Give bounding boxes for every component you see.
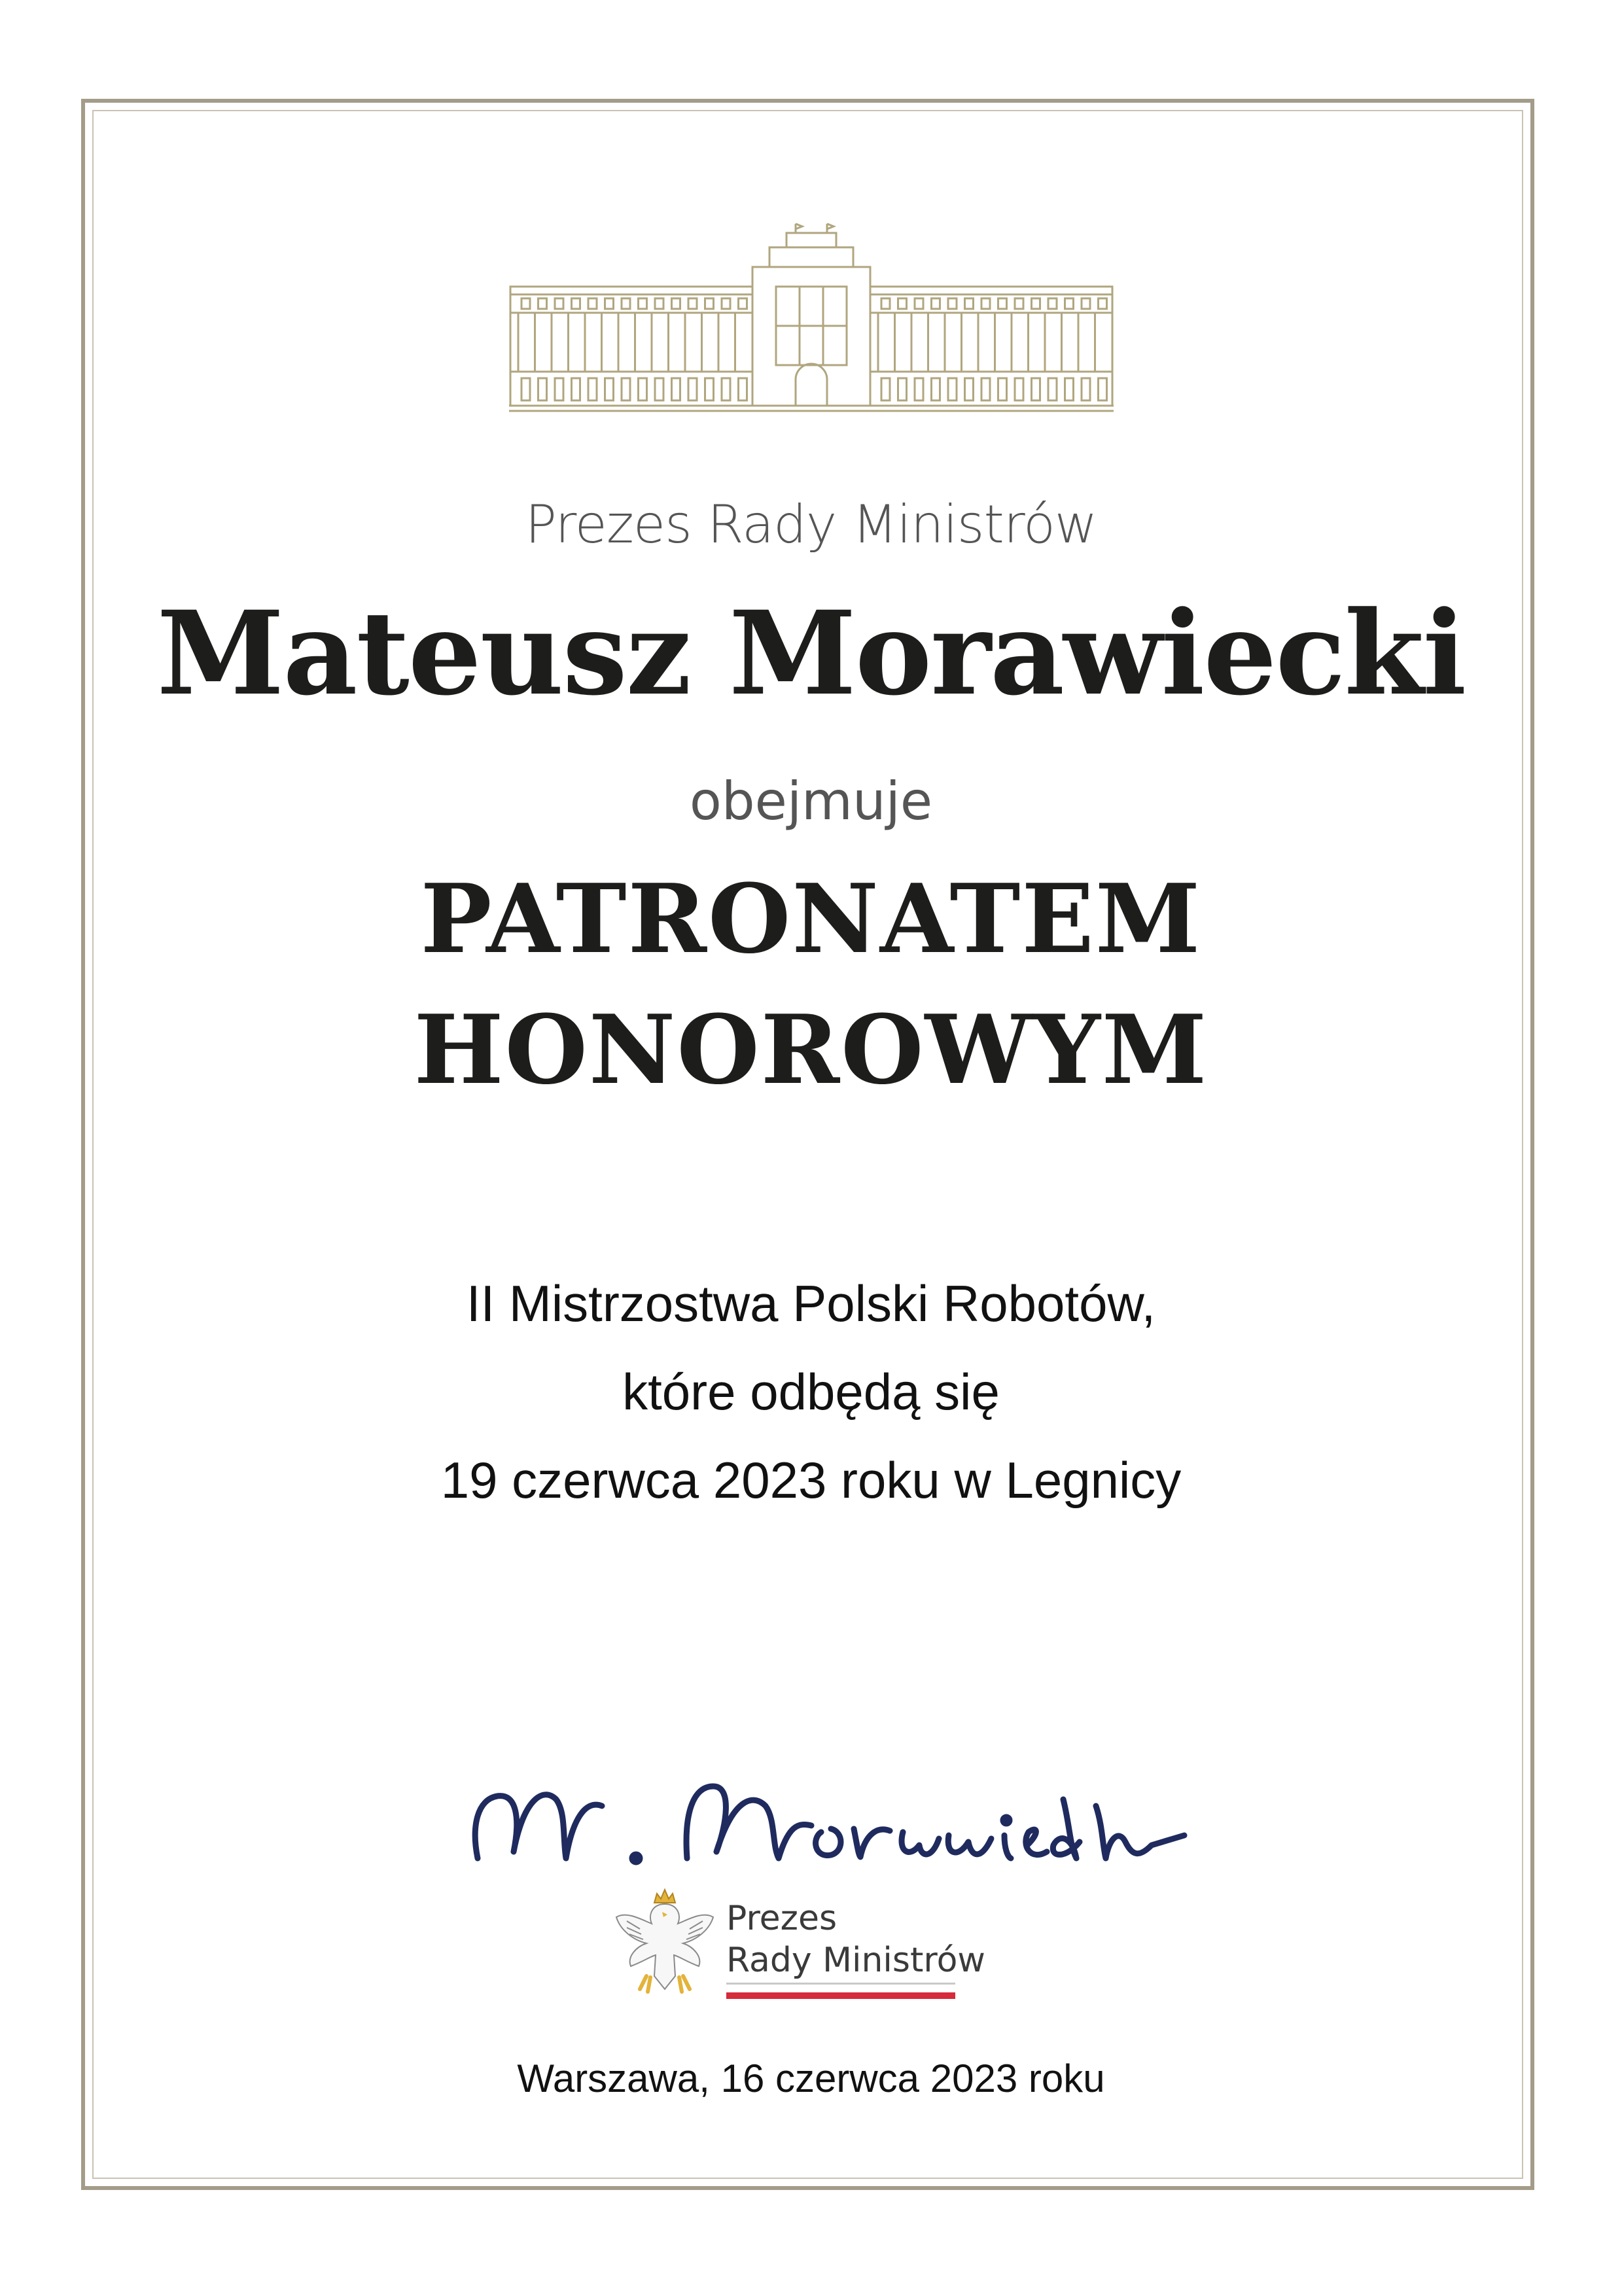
patronage-line-1: PATRONATEM — [420, 864, 1202, 975]
patronage-heading — [0, 854, 1622, 1116]
white-eagle-emblem-icon — [607, 1884, 722, 2000]
seal-divider-grey — [726, 1983, 955, 1985]
seal-caption-line-1: Prezes — [726, 1899, 837, 1938]
place-and-date: Warszawa, 16 czerwca 2023 roku — [517, 2057, 1105, 2100]
event-line-1: II Mistrzostwa Polski Robotów, — [466, 1275, 1156, 1332]
patronage-verb: obejmuje — [689, 771, 933, 832]
seal-caption — [726, 1898, 985, 1981]
event-line-2: które odbędą się — [622, 1363, 1000, 1421]
event-description — [0, 1260, 1622, 1525]
handwritten-signature — [458, 1760, 1204, 1871]
seal-caption-line-2: Rady Ministrów — [726, 1941, 985, 1980]
seal-divider-red — [726, 1992, 955, 1999]
office-title: Prezes Rady Ministrów — [525, 494, 1097, 555]
prime-minister-name: Mateusz Morawiecki — [156, 586, 1466, 721]
event-line-3: 19 czerwca 2023 roku w Legnicy — [440, 1451, 1182, 1509]
patronage-line-2: HONOROWYM — [414, 995, 1208, 1106]
chancellery-building-icon — [508, 221, 1115, 415]
